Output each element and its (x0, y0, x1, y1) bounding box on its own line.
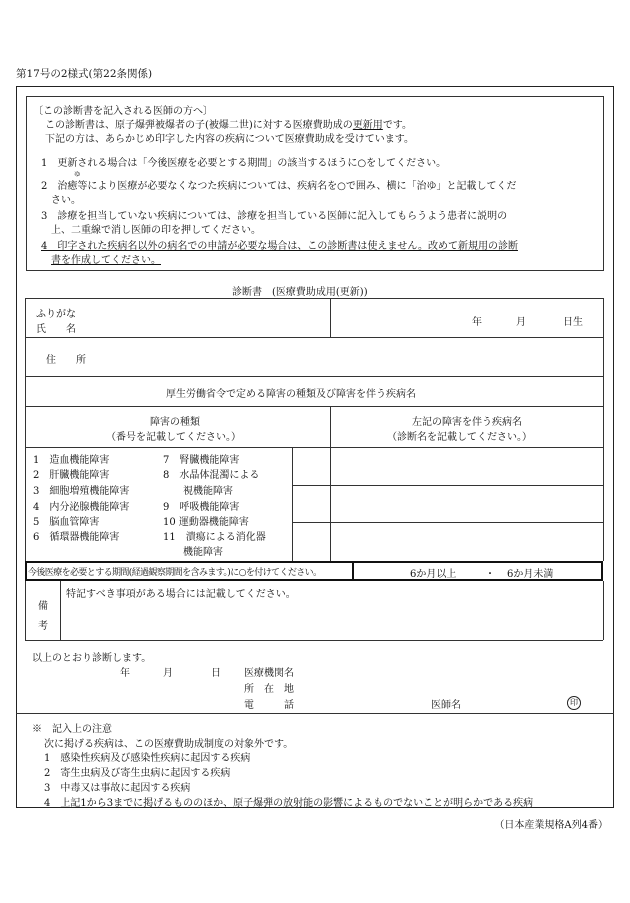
row-line (25, 376, 603, 377)
date-month-label: 月 (163, 668, 173, 679)
disorder-type-header: 障害の種類 (150, 417, 200, 428)
disorder-item: 6 循環器機能障害 (33, 532, 120, 543)
birth-year-label: 年 (472, 317, 482, 328)
notes-heading: ※ 記入上の注意 (32, 724, 112, 735)
notice-item-1: 1 更新される場合は「今後医療を必要とする期間」の該当するほうに○をしてください。 (41, 158, 447, 169)
date-year-label: 年 (120, 668, 130, 679)
notice-heading: 〔この診断書を記入される医師の方へ〕 (33, 106, 213, 117)
period-divider (352, 561, 354, 581)
section-heading: 厚生労働省令で定める障害の種類及び障害を伴う疾病名 (166, 389, 416, 400)
row-line (25, 447, 603, 448)
birth-month-label: 月 (516, 317, 526, 328)
birthday-label: 日生 (563, 317, 583, 328)
disorder-item: 9 呼吸機能障害 (163, 502, 240, 513)
doctor-name-label: 医師名 (431, 700, 461, 711)
disorder-item: 5 脳血管障害 (33, 517, 100, 528)
remarks-instruction: 特記すべき事項がある場合には記載してください。 (66, 589, 296, 600)
notice-box (26, 96, 604, 271)
diagnosis-statement: 以上のとおり診断します。 (32, 653, 152, 664)
remarks-label-top: 備 (38, 601, 48, 612)
period-option-under-6-months[interactable]: 6か月未満 (507, 569, 554, 580)
period-option-6-months-or-more[interactable]: 6か月以上 (410, 569, 457, 580)
notice-item-3b: 上、二重線で消し医師の印を押してください。 (51, 225, 261, 236)
notice-item-2b: さい。 (51, 195, 81, 206)
notes-item: 2 寄生虫病及び寄生虫病に起因する疾病 (44, 768, 231, 779)
furigana-label: ふりがな (36, 309, 76, 320)
notes-item: 3 中毒又は事故に起因する疾病 (44, 783, 191, 794)
row-line (25, 337, 603, 338)
paper-standard: （日本産業規格A列4番） (494, 820, 608, 831)
disorder-item: 4 内分泌腺機能障害 (33, 502, 130, 513)
remarks-label-divider (60, 581, 61, 640)
disease-row-line (292, 485, 603, 486)
period-separator: ・ (485, 569, 495, 580)
document-title: 診断書 (医療費助成用(更新)) (232, 287, 368, 298)
disorder-item: 8 水晶体混濁による (163, 470, 260, 481)
phone-label: 電 話 (244, 700, 294, 711)
notice-ruby: ゆ (74, 170, 81, 178)
disorder-item: 2 肝臓機能障害 (33, 470, 110, 481)
col-line (330, 406, 331, 561)
seal-mark: 印 (567, 696, 581, 710)
notes-intro: 次に掲げる疾病は、この医療費助成制度の対象外です。 (44, 739, 294, 750)
disorder-item: 機能障害 (163, 547, 223, 558)
disorder-item: 11 潰瘍による消化器 (163, 532, 266, 543)
form-number: 第17号の2様式(第22条関係) (16, 68, 153, 80)
location-label: 所 在 地 (244, 684, 294, 695)
notice-item-4a: 4 印字された疾病名以外の病名での申請が必要な場合は、この診断書は使えません。改めて新規用の診断 (41, 241, 518, 252)
remarks-label-bottom: 考 (38, 621, 48, 632)
col-line (330, 298, 331, 337)
remarks-bottom-line (25, 640, 603, 641)
notice-line1: この診断書は、原子爆弾被爆者の子(被爆二世)に対する医療費助成の更新用です。 (45, 120, 413, 131)
remarks-left-line (25, 581, 26, 640)
disorder-type-subheader: （番号を記載してください。） (106, 432, 241, 443)
notice-item-4b: 書を作成してください。 (51, 255, 161, 266)
remarks-right-line (603, 581, 604, 640)
disorder-item: 7 腎臓機能障害 (163, 455, 240, 466)
row-line (25, 406, 603, 407)
disorder-item: 1 造血機能障害 (33, 455, 110, 466)
date-day-label: 日 (211, 668, 221, 679)
notes-item: 1 感染性疾病及び感染性疾病に起因する疾病 (44, 753, 251, 764)
disease-name-header: 左記の障害を伴う疾病名 (412, 417, 522, 428)
table-top-line (25, 298, 603, 299)
disorder-item: 3 細胞増殖機能障害 (33, 486, 130, 497)
disorder-item: 視機能障害 (163, 486, 233, 497)
notice-item-2a: 2 治癒等により医療が必要なくなつた疾病については、疾病名を○で囲み、横に「治ゆ」と記載してくだ (41, 181, 517, 192)
notice-line2: 下記の方は、あらかじめ印字した内容の疾病について医療費助成を受けています。 (45, 134, 414, 145)
notes-item: 4 上記1から3までに掲げるもののほか、原子爆弾の放射能の影響によるものでないことが明らかである疾病 (44, 798, 534, 809)
disease-name-subheader: （診断名を記載してください。） (387, 432, 532, 443)
signature-bottom-line (16, 713, 614, 714)
table-right-line (603, 298, 604, 561)
col-line (292, 447, 293, 561)
notice-item-3a: 3 診療を担当していない疾病については、診療を担当している医師に記入してもらうよう患者に説明の (41, 211, 508, 222)
treatment-period-label: 今後医療を必要とする期間(経過観察期間を含みます。)に○を付けてください。 (28, 568, 322, 578)
name-label: 氏 名 (36, 324, 76, 335)
address-label: 住 所 (46, 355, 86, 366)
institution-label: 医療機関名 (244, 668, 294, 679)
disease-row-line (292, 522, 603, 523)
disorder-item: 10 運動器機能障害 (163, 517, 249, 528)
